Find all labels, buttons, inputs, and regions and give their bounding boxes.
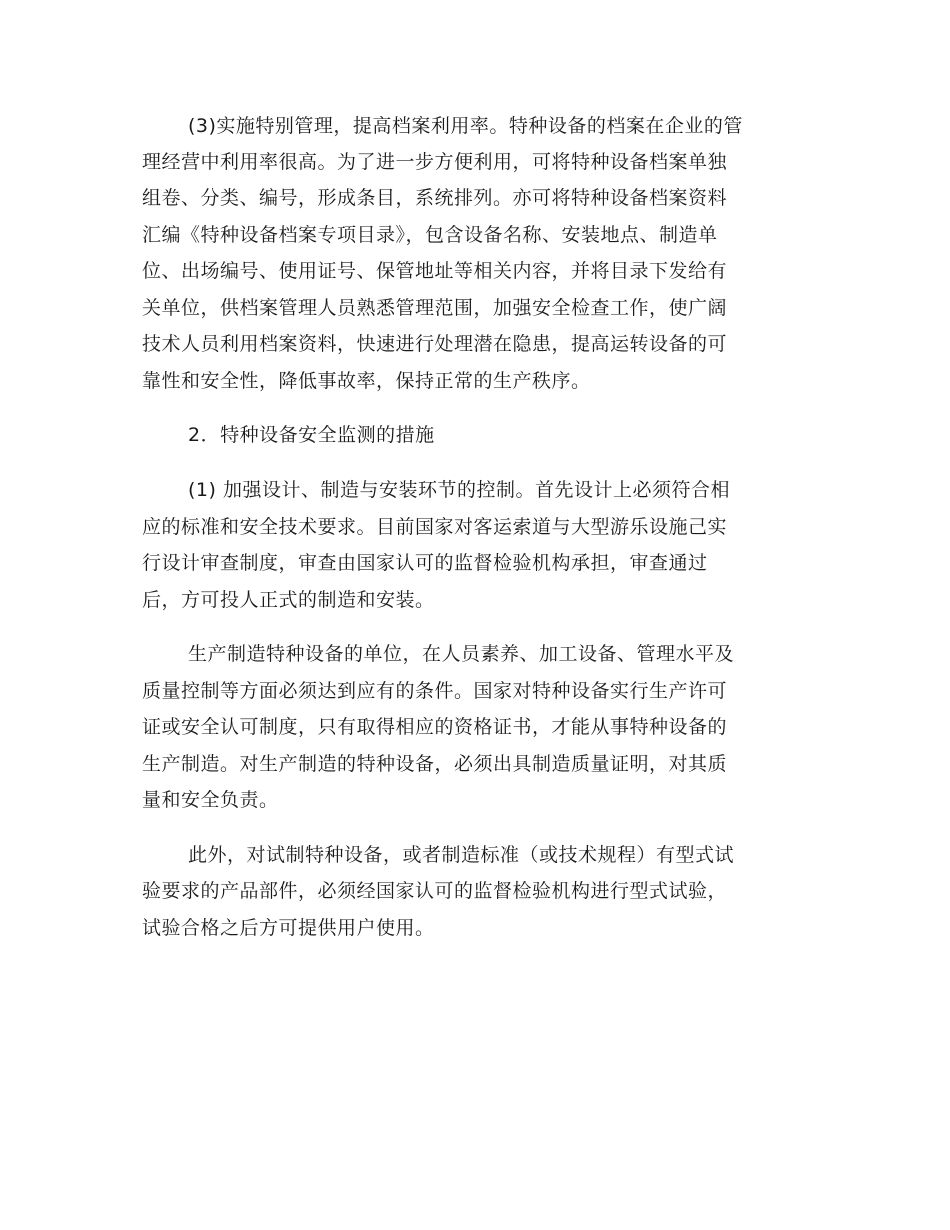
section-heading-text: 2．特种设备安全监测的措施 [188,424,435,446]
text-line: 证或安全认可制度，只有取得相应的资格证书，才能从事特种设备的 [142,716,728,738]
text-line: 试验合格之后方可提供用户使用。 [142,917,435,939]
text-line: 理经营中利用率很高。为了进一步方便利用，可将特种设备档案单独 [142,151,728,173]
text-line: 靠性和安全性，降低事故率，保持正常的生产秩序。 [142,370,591,392]
text-line: 应的标准和安全技术要求。目前国家对客运索道与大型游乐设施己实 [142,516,728,538]
text-line: 生产制造特种设备的单位，在人员素养、加工设备、管理水平及 [188,643,735,665]
text-line: 汇编《特种设备档案专项目录》，包含设备名称、安装地点、制造单 [142,224,718,246]
text-line: 此外，对试制特种设备，或者制造标准（或技术规程）有型式试 [188,844,735,866]
text-line: 量和安全负责。 [142,789,279,811]
text-line: 验要求的产品部件，必须经国家认可的监督检验机构进行型式试验， [142,880,728,902]
text-line: 组卷、分类、编号，形成条目，系统排列。亦可将特种设备档案资料 [142,187,728,209]
text-line: (3)实施特别管理，提高档案利用率。特种设备的档案在企业的管 [188,115,743,137]
text-line: 后，方可投人正式的制造和安装。 [142,589,435,611]
text-line: 行设计审查制度，审查由国家认可的监督检验机构承担，审查通过 [142,552,708,574]
text-line: 位、出场编号、使用证号、保管地址等相关内容，并将目录下发给有 [142,260,728,282]
text-line: 质量控制等方面必须达到应有的条件。国家对特种设备实行生产许可 [142,680,728,702]
text-line: 技术人员利用档案资料，快速进行处理潜在隐患，提高运转设备的可 [142,333,728,355]
text-line: 关单位，供档案管理人员熟悉管理范围，加强安全检查工作，使广阔 [142,297,728,319]
text-line: 生产制造。对生产制造的特种设备，必须出具制造质量证明，对其质 [142,753,728,775]
text-line: (1) 加强设计、制造与安装环节的控制。首先设计上必须符合相 [188,479,730,501]
